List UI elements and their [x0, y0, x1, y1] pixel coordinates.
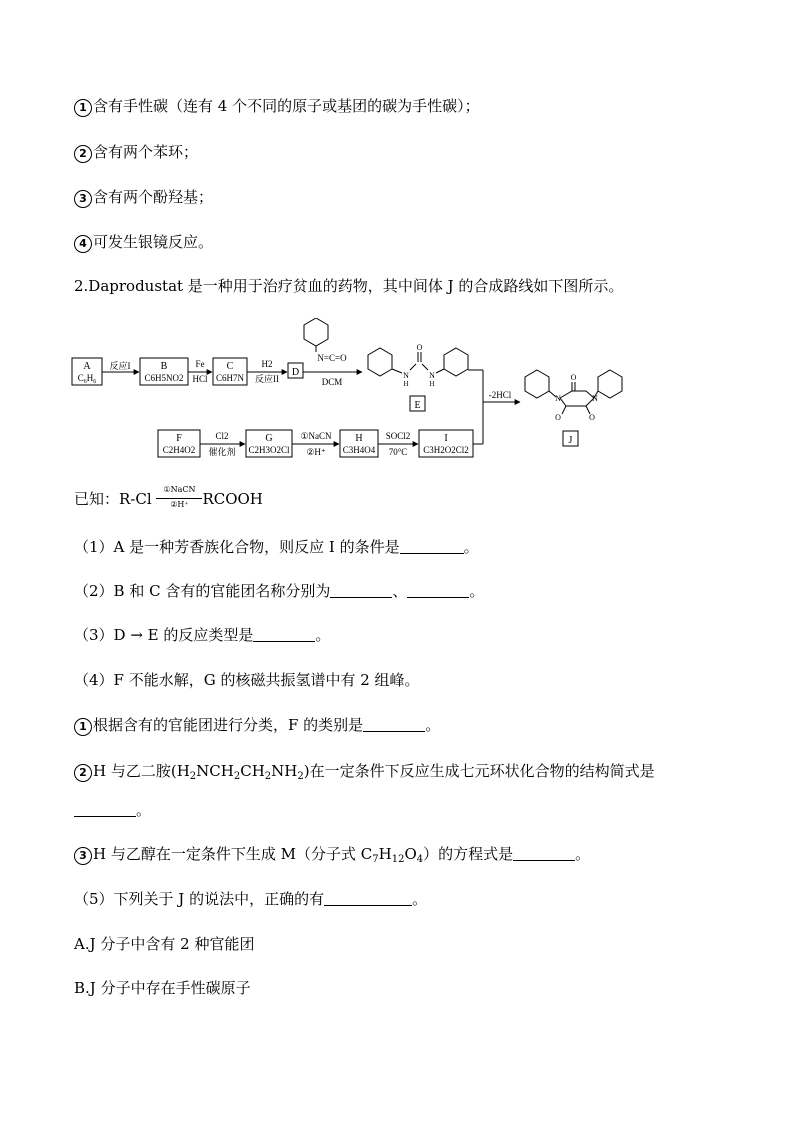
bond: [392, 369, 402, 373]
question-2-intro: 2.Daprodustat 是一种用于治疗贫血的药物，其中间体 J 的合成路线如下图所示。: [74, 277, 624, 295]
label-D: D: [291, 367, 300, 378]
cyclohexyl-ring: [525, 370, 549, 398]
question-2: （2）B 和 C 含有的官能团名称分别为 、 。: [74, 582, 485, 600]
urea-o: O: [416, 343, 423, 352]
label-H: H: [355, 433, 363, 444]
question-4-2-blank: 。: [74, 800, 151, 820]
urea-n-left: N: [403, 371, 409, 380]
reaction-II-label: 反应II: [255, 374, 279, 384]
answer-blank[interactable]: [400, 539, 464, 554]
reagent-nacn: ①NaCN: [300, 431, 332, 441]
label-B: B: [160, 361, 168, 372]
reagent-socl2: SOCl2: [385, 431, 411, 441]
circled-number: 2: [74, 764, 92, 782]
reagent-hcl: HCl: [192, 374, 208, 384]
formula-C: C6H7N: [215, 373, 245, 383]
answer-blank[interactable]: [324, 891, 412, 906]
cyclohexyl-ring: [304, 318, 328, 346]
question-4-1: 1 根据含有的官能团进行分类，F 的类别是 。: [74, 715, 440, 736]
reagent-h2: H2: [261, 359, 273, 369]
formula-A: $C_6H_6$: [77, 373, 97, 385]
cyclohexyl-ring: [444, 348, 468, 376]
question-3: （3）D → E 的反应类型是 。: [74, 626, 331, 644]
circled-number: 3: [74, 190, 92, 208]
answer-blank[interactable]: [407, 583, 469, 598]
label-F: F: [176, 433, 182, 444]
question-4-2: 2 H 与乙二胺$(H_2NCH_2CH_2NH_2)$在一定条件下反应生成七元环状化合物的结构简式是: [74, 761, 655, 787]
bond: [562, 406, 566, 414]
temperature: 70°C: [388, 447, 408, 457]
option-a[interactable]: A.J 分子中含有 2 种官能团: [74, 935, 255, 953]
condition-3: [74, 187, 213, 208]
condition-text: 可发生银镜反应。: [93, 233, 214, 251]
question-4-3: 3 H 与乙醇在一定条件下生成 M（分子式 $C_7H_{12}O_4$）的方程式是 。: [74, 844, 590, 870]
condition-1: [74, 96, 480, 117]
label-G: G: [265, 433, 273, 444]
synthesis-scheme: [70, 318, 670, 470]
j-n-right: N: [592, 394, 598, 403]
j-o-right: O: [589, 413, 595, 422]
formula-G: C2H3O2Cl: [248, 445, 290, 455]
condition-text: 含有手性碳（连有 4 个不同的原子或基团的碳为手性碳）；: [93, 97, 480, 115]
circled-number: 1: [74, 718, 92, 736]
answer-blank[interactable]: [74, 802, 136, 817]
formula-I: C3H2O2Cl2: [423, 445, 469, 455]
answer-blank[interactable]: [253, 627, 315, 642]
cyclohexyl-ring: [598, 370, 622, 398]
cyclohexyl-ring: [368, 348, 392, 376]
label-C: C: [226, 361, 234, 372]
reagent-h-plus: ②H⁺: [306, 447, 326, 457]
j-o-left: O: [555, 413, 561, 422]
condition-4: [74, 232, 213, 253]
minus-2hcl: -2HCl: [488, 390, 512, 400]
label-I: I: [444, 433, 448, 444]
circled-number: 1: [74, 99, 92, 117]
condition-text: 含有两个酚羟基；: [93, 188, 214, 206]
question-1: （1）A 是一种芳香族化合物，则反应 I 的条件是 。: [74, 538, 479, 556]
formula-F: C2H4O2: [162, 445, 196, 455]
j-n-left: N: [555, 394, 561, 403]
urea-n-right: N: [429, 371, 435, 380]
circled-number: 4: [74, 235, 92, 253]
label-J: J: [568, 435, 573, 446]
question-4: （4）F 不能水解，G 的核磁共振氢谱中有 2 组峰。: [74, 671, 420, 689]
label-A: A: [83, 361, 91, 372]
isocyanate-label: N=C=O: [317, 353, 347, 363]
answer-blank[interactable]: [513, 846, 575, 861]
question-5: （5）下列关于 J 的说法中，正确的有 。: [74, 890, 428, 908]
bond: [410, 364, 416, 370]
solvent-dcm: DCM: [321, 377, 343, 387]
reagent-fe: Fe: [195, 359, 205, 369]
urea-h-left: H: [403, 380, 409, 388]
circled-number: 3: [74, 847, 92, 865]
bond: [436, 369, 444, 373]
condition-2: [74, 142, 198, 163]
option-b[interactable]: B.J 分子中存在手性碳原子: [74, 979, 251, 997]
reaction-arrow: ①NaCN ②H⁺: [156, 488, 202, 508]
reaction-I-label: 反应I: [109, 361, 131, 371]
barbiturate-ring: [560, 391, 594, 406]
j-o-top: O: [570, 373, 577, 382]
condition-text: 含有两个苯环；: [93, 143, 199, 161]
label-E: E: [414, 400, 421, 411]
formula-B: C6H5NO2: [144, 373, 184, 383]
answer-blank[interactable]: [330, 583, 392, 598]
bond: [422, 364, 428, 370]
formula-H: C3H4O4: [342, 445, 376, 455]
known-reaction: 已知：R-Cl ①NaCN ②H⁺ RCOOH: [74, 485, 263, 509]
circled-number: 2: [74, 145, 92, 163]
reagent-cl2: Cl2: [215, 431, 229, 441]
urea-h-right: H: [429, 380, 435, 388]
catalyst-label: 催化剂: [208, 447, 236, 457]
answer-blank[interactable]: [363, 717, 425, 732]
